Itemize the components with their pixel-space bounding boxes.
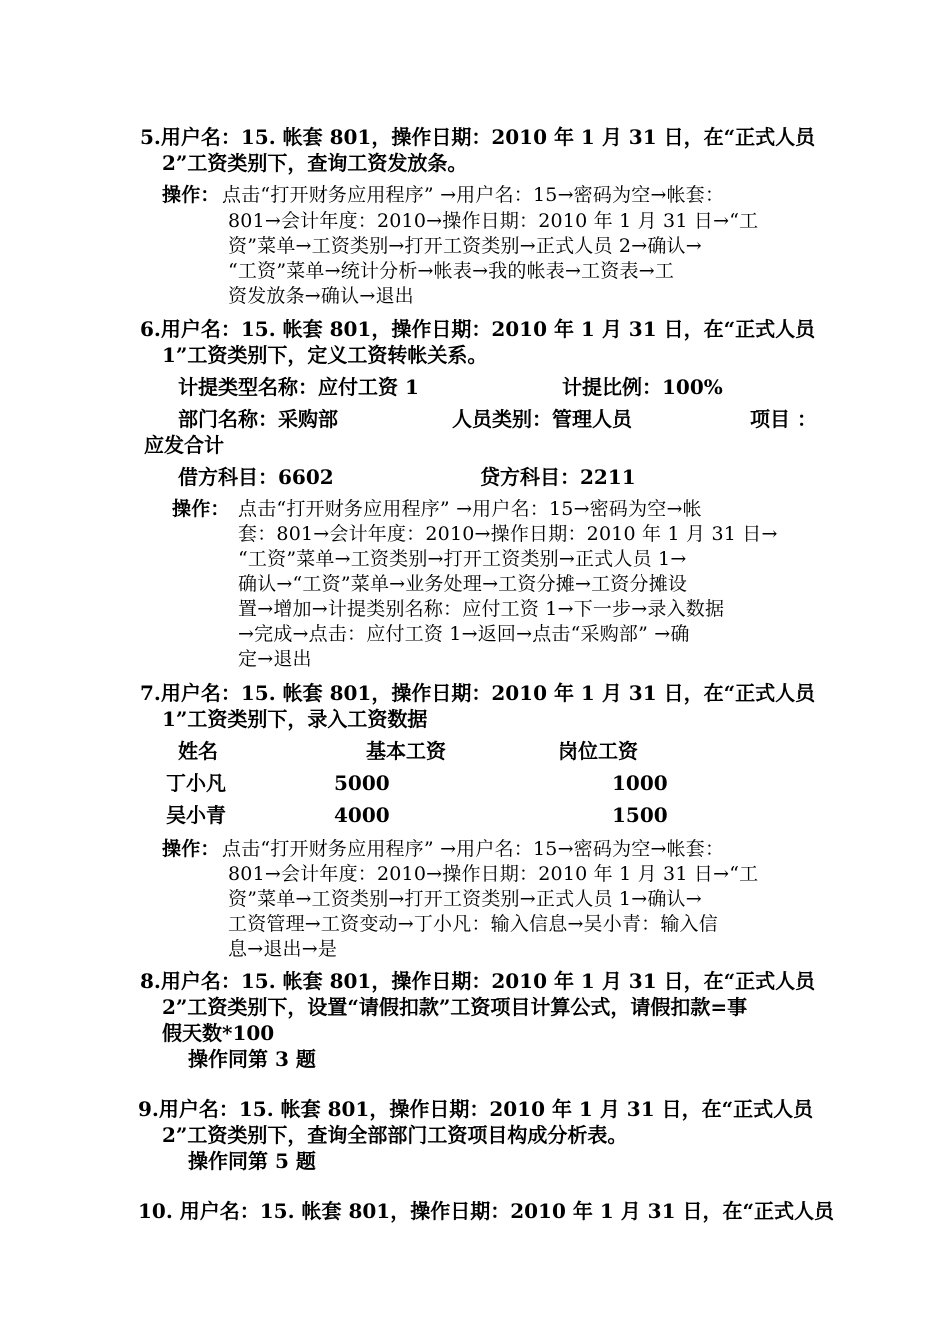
q6-op-line6: →完成→点击：应付工资 1→返回→点击“采购部” →确 (238, 623, 690, 645)
q9-title-line1: 9.用户名：15. 帐套 801，操作日期：2010 年 1 月 31 日，在“正式人员 (138, 1097, 814, 1121)
q7-header-name: 姓名 (178, 739, 218, 763)
q6-op-line7: 定→退出 (238, 648, 312, 670)
q7-op-label: 操作： (162, 838, 220, 860)
q8-title-line1: 8.用户名：15. 帐套 801，操作日期：2010 年 1 月 31 日，在“正式人员 (140, 969, 816, 993)
table-row-position: 1000 (612, 771, 668, 795)
q7-title-line1: 7.用户名：15. 帐套 801，操作日期：2010 年 1 月 31 日，在“正式人员 (140, 681, 816, 705)
q6-accrual-ratio: 计提比例：100% (562, 375, 723, 399)
table-row-position: 1500 (612, 803, 668, 827)
table-row-name: 吴小青 (166, 803, 226, 827)
q6-accrual-type: 计提类型名称：应付工资 1 (178, 375, 419, 399)
q6-op-line1: 点击“打开财务应用程序” →用户名：15→密码为空→帐 (238, 498, 702, 520)
q7-header-base-salary: 基本工资 (366, 739, 446, 763)
q7-op-line5: 息→退出→是 (228, 938, 338, 960)
q10-title-line1: 10. 用户名：15. 帐套 801，操作日期：2010 年 1 月 31 日，在“正式人员 (138, 1199, 834, 1223)
q6-staff-type: 人员类别：管理人员 (452, 407, 632, 431)
q5-op-line3: 资”菜单→工资类别→打开工资类别→正式人员 2→确认→ (228, 235, 702, 257)
q6-title-line1: 6.用户名：15. 帐套 801，操作日期：2010 年 1 月 31 日，在“正式人员 (140, 317, 816, 341)
q7-op-line2: 801→会计年度：2010→操作日期：2010 年 1 月 31 日→“工 (228, 863, 759, 885)
q6-debit-account: 借方科目：6602 (178, 465, 334, 489)
q7-op-line1: 点击“打开财务应用程序” →用户名：15→密码为空→帐套： (222, 838, 725, 860)
q5-op-line5: 资发放条→确认→退出 (228, 285, 414, 307)
q6-item-label: 项目 ： (750, 407, 817, 431)
table-row-name: 丁小凡 (166, 771, 226, 795)
q6-title-line2: 1”工资类别下，定义工资转帐关系。 (162, 343, 488, 367)
q9-title-line2: 2”工资类别下，查询全部部门工资项目构成分析表。 (162, 1123, 628, 1147)
q6-credit-account: 贷方科目：2211 (480, 465, 636, 489)
q7-title-line2: 1”工资类别下，录入工资数据 (162, 707, 428, 731)
q6-item-value: 应发合计 (144, 433, 224, 457)
q5-op-line1: 点击“打开财务应用程序” →用户名：15→密码为空→帐套： (222, 184, 725, 206)
q5-op-label: 操作： (162, 184, 220, 206)
q5-op-line4: “工资”菜单→统计分析→帐表→我的帐表→工资表→工 (228, 260, 675, 282)
q6-op-line5: 置→增加→计提类别名称：应付工资 1→下一步→录入数据 (238, 598, 725, 620)
table-row-base: 4000 (334, 803, 390, 827)
q7-op-line3: 资”菜单→工资类别→打开工资类别→正式人员 1→确认→ (228, 888, 702, 910)
q6-op-label: 操作： (172, 498, 230, 520)
q6-op-line3: “工资”菜单→工资类别→打开工资类别→正式人员 1→ (238, 548, 687, 570)
q8-title-line3: 假天数*100 (162, 1021, 275, 1045)
q5-title-line1: 5.用户名：15. 帐套 801，操作日期：2010 年 1 月 31 日，在“正式人员 (140, 125, 816, 149)
q6-department: 部门名称：采购部 (178, 407, 338, 431)
q6-op-line2: 套：801→会计年度：2010→操作日期：2010 年 1 月 31 日→ (238, 523, 778, 545)
q5-op-line2: 801→会计年度：2010→操作日期：2010 年 1 月 31 日→“工 (228, 210, 759, 232)
q6-op-line4: 确认→“工资”菜单→业务处理→工资分摊→工资分摊设 (238, 573, 688, 595)
table-row-base: 5000 (334, 771, 390, 795)
q9-note: 操作同第 5 题 (188, 1149, 316, 1173)
q8-note: 操作同第 3 题 (188, 1047, 316, 1071)
q5-title-line2: 2”工资类别下，查询工资发放条。 (162, 151, 468, 175)
q8-title-line2: 2”工资类别下，设置“请假扣款”工资项目计算公式，请假扣款=事 (162, 995, 748, 1019)
q7-op-line4: 工资管理→工资变动→丁小凡：输入信息→吴小青：输入信 (228, 913, 718, 935)
q7-header-position-salary: 岗位工资 (558, 739, 638, 763)
